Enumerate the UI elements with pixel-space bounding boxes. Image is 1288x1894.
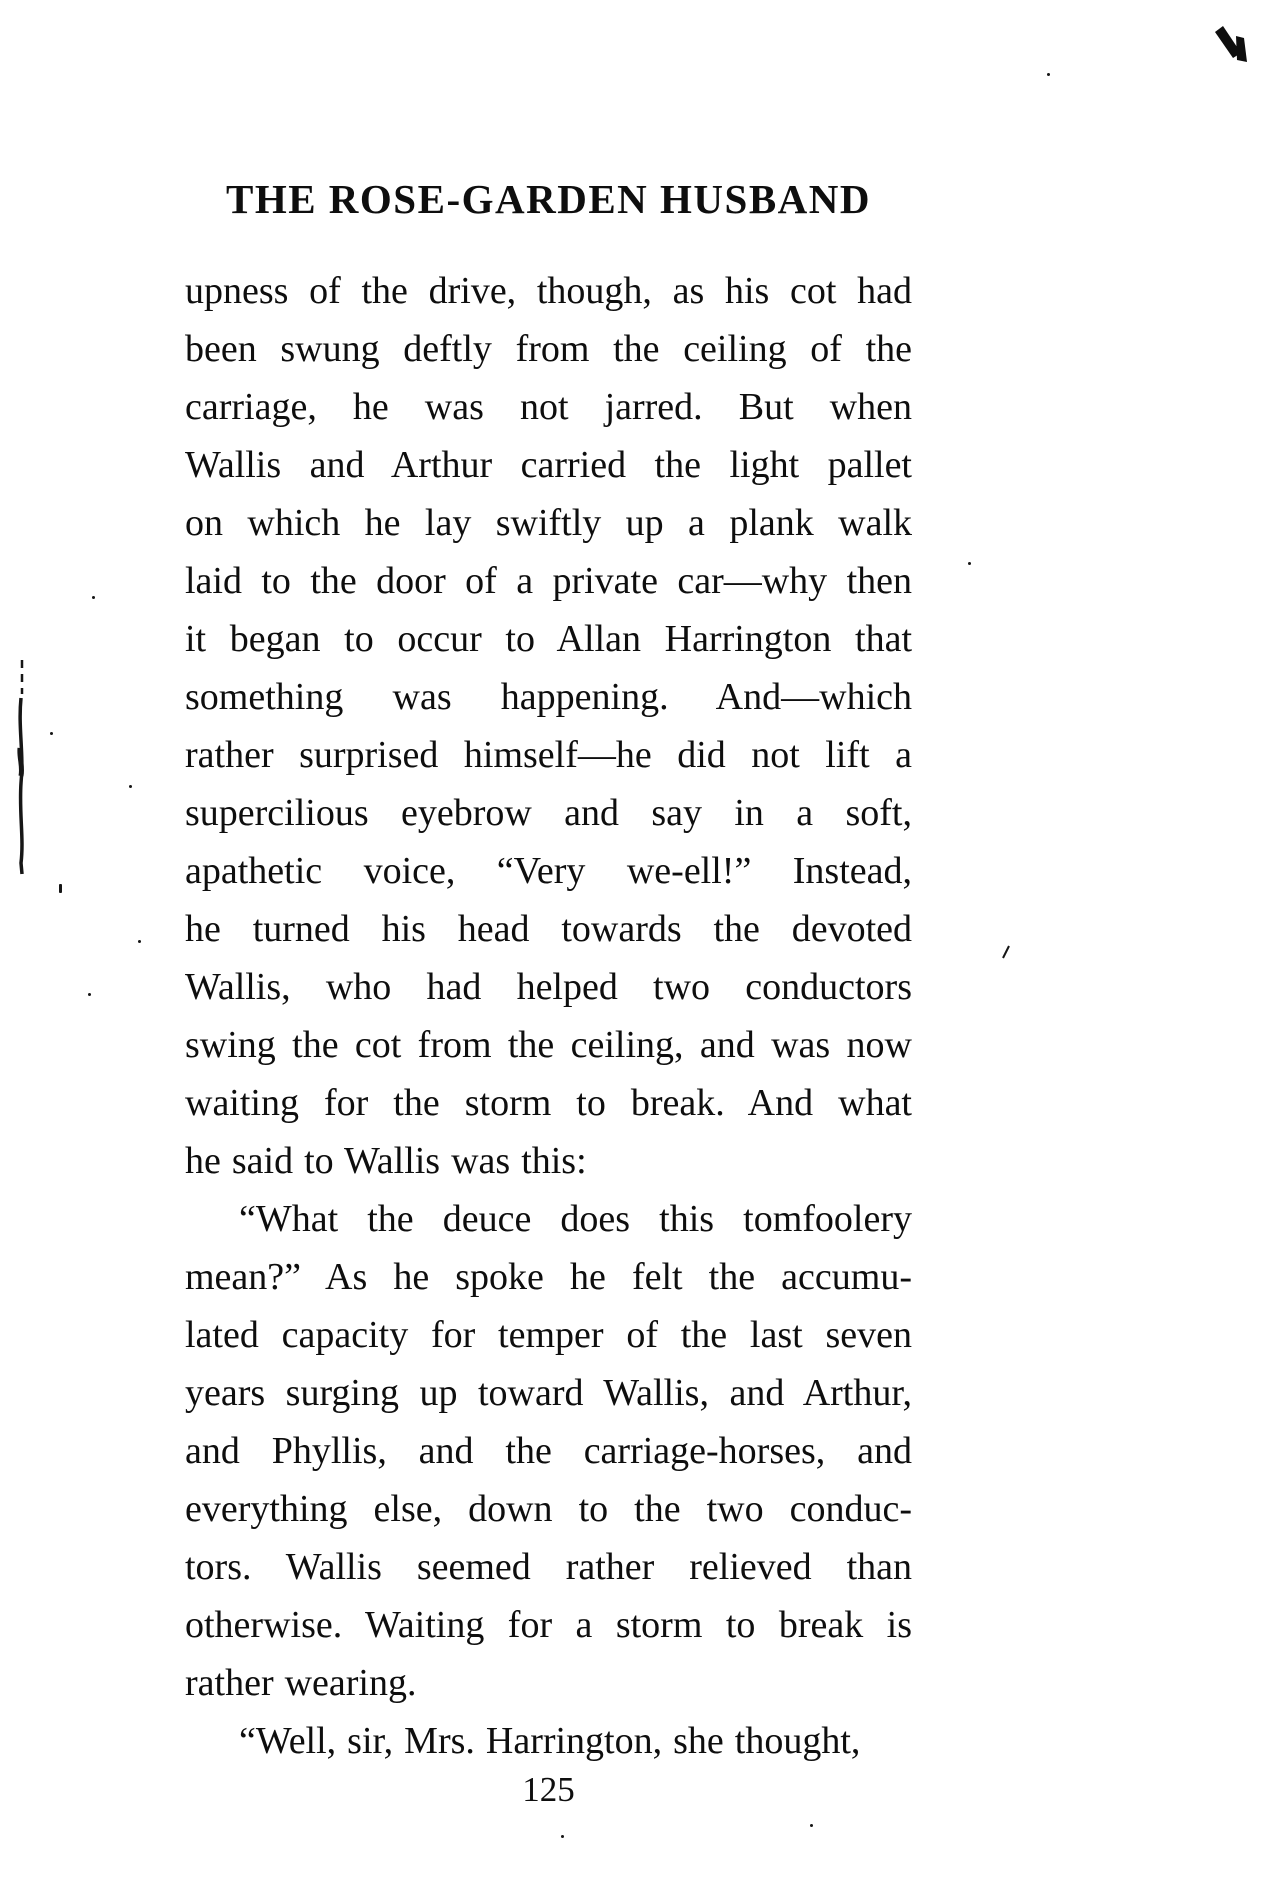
scan-speck: [50, 732, 53, 735]
scan-speck: [1047, 73, 1050, 76]
scan-speck: [561, 1835, 564, 1838]
text-line: upness of the drive, though, as his cot had: [185, 270, 912, 312]
text-line: something was happening. And—which: [185, 676, 912, 718]
text-line: lated capacity for temper of the last seven: [185, 1314, 912, 1356]
scan-speck: [92, 596, 95, 599]
pen-mark-icon: [1214, 26, 1250, 68]
scan-speck: [968, 562, 971, 565]
text-line: tors. Wallis seemed rather relieved than: [185, 1546, 912, 1588]
text-line: supercilious eyebrow and say in a soft,: [185, 792, 912, 834]
text-line: Wallis and Arthur carried the light pallet: [185, 444, 912, 486]
text-line: “Well, sir, Mrs. Harrington, she thought,: [239, 1720, 861, 1762]
scan-speck: [138, 940, 141, 943]
text-line: rather wearing.: [185, 1662, 417, 1704]
text-line: laid to the door of a private car—why then: [185, 560, 912, 602]
text-line: it began to occur to Allan Harrington that: [185, 618, 912, 660]
paragraph: [185, 1712, 912, 1770]
text-line: everything else, down to the two conduc-: [185, 1488, 912, 1530]
page-number: 125: [522, 1770, 575, 1809]
text-line: and Phyllis, and the carriage-horses, and: [185, 1430, 912, 1472]
text-line: apathetic voice, “Very we-ell!” Instead,: [185, 850, 912, 892]
text-line: rather surprised himself—he did not lift a: [185, 734, 912, 776]
paragraph: [185, 1190, 912, 1712]
text-line: swing the cot from the ceiling, and was now: [185, 1024, 912, 1066]
body-text: [185, 262, 912, 1770]
scan-speck: [59, 884, 62, 893]
text-line: he turned his head towards the devoted: [185, 908, 912, 950]
scan-speck: [88, 993, 91, 996]
text-line: on which he lay swiftly up a plank walk: [185, 502, 912, 544]
text-line: mean?” As he spoke he felt the accumu-: [185, 1256, 912, 1298]
scan-slash-mark: [1000, 944, 1012, 960]
page-title: THE ROSE-GARDEN HUSBAND: [225, 176, 872, 222]
scan-speck: [129, 785, 132, 788]
text-line: he said to Wallis was this:: [185, 1140, 587, 1182]
text-line: “What the deuce does this tomfoolery: [239, 1198, 912, 1240]
text-line: otherwise. Waiting for a storm to break is: [185, 1604, 912, 1646]
text-line: been swung deftly from the ceiling of the: [185, 328, 912, 370]
text-line: years surging up toward Wallis, and Arthur,: [185, 1372, 912, 1414]
text-line: carriage, he was not jarred. But when: [185, 386, 912, 428]
paragraph: [185, 262, 912, 1190]
scan-scratch-line: [14, 658, 32, 876]
text-line: Wallis, who had helped two conductors: [185, 966, 912, 1008]
text-line: waiting for the storm to break. And what: [185, 1082, 912, 1124]
scan-speck: [810, 1824, 813, 1827]
